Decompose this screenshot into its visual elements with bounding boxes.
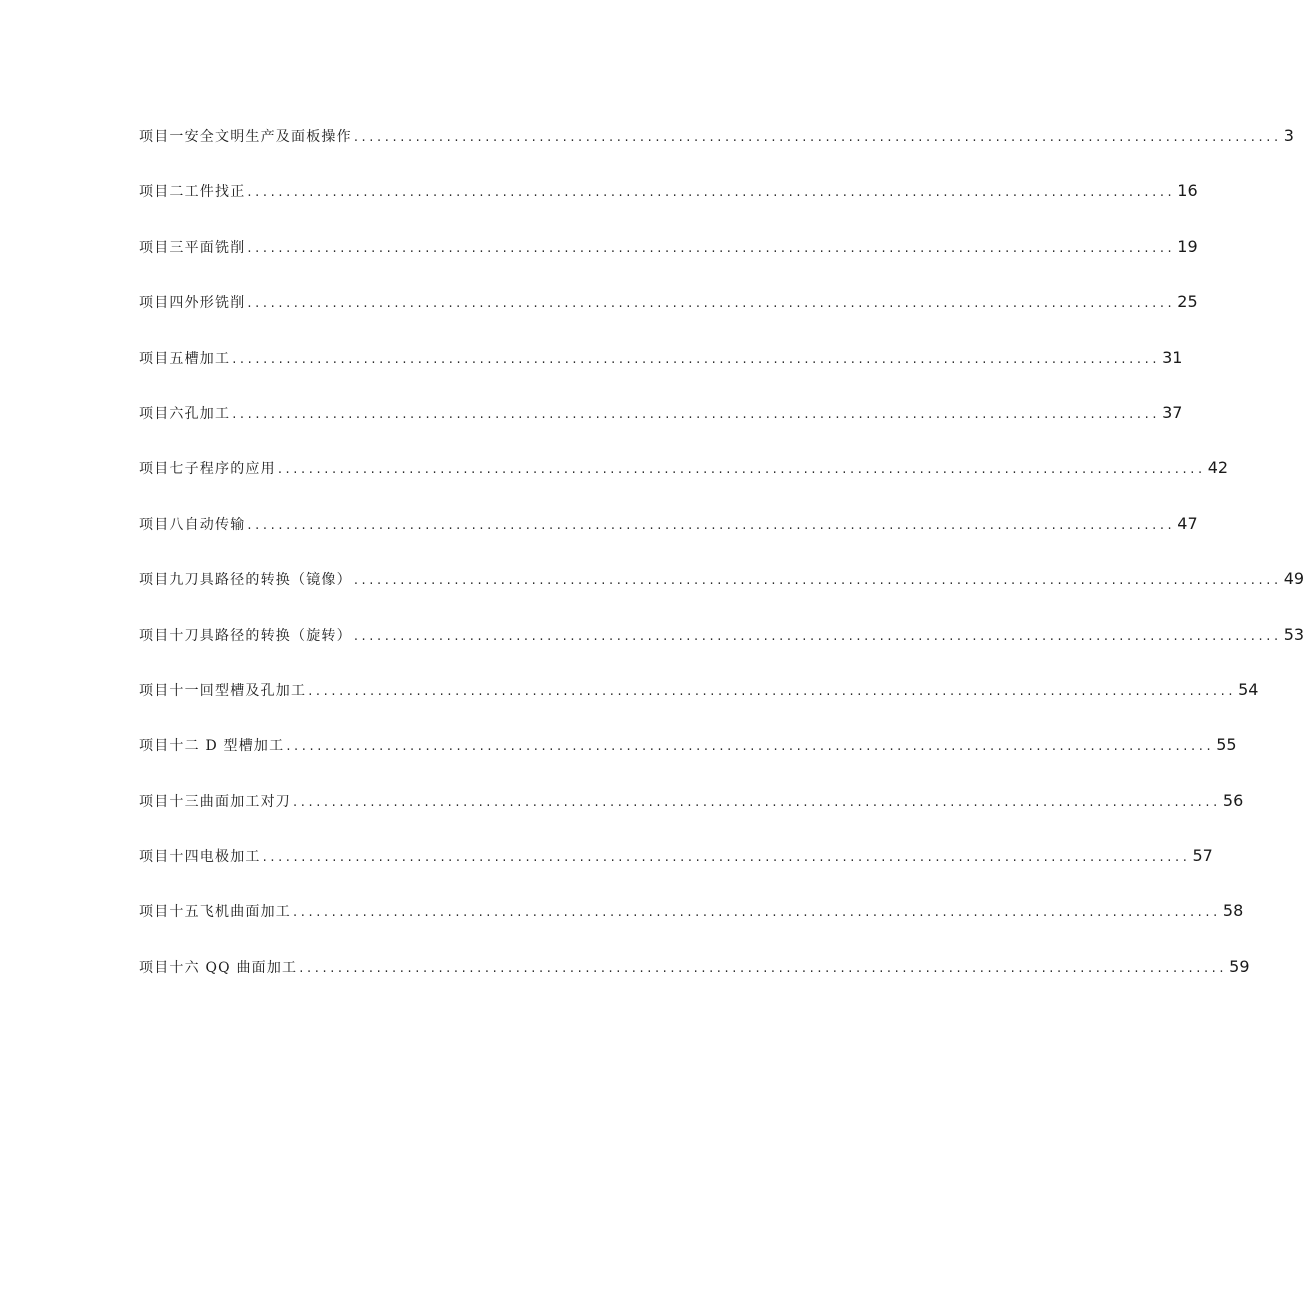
toc-entry[interactable] bbox=[139, 513, 1198, 569]
toc-entry[interactable] bbox=[139, 181, 1198, 236]
toc-dot-leader: ........................................................................................................................ bbox=[299, 960, 1228, 976]
toc-page-number: 49 bbox=[1283, 569, 1304, 589]
toc-page-number: 16 bbox=[1177, 181, 1198, 201]
toc-entry[interactable] bbox=[139, 458, 1229, 513]
toc-dot-leader: ........................................................................................................................ bbox=[247, 296, 1176, 312]
toc-entry[interactable] bbox=[139, 402, 1183, 458]
toc-entry-title: 项目一安全文明生产及面板操作 bbox=[139, 129, 352, 145]
toc-entry-title: 项目十三曲面加工对刀 bbox=[139, 793, 291, 810]
toc-entry-title: 项目十二 D 型槽加工 bbox=[139, 738, 285, 755]
toc-entry[interactable] bbox=[139, 292, 1198, 347]
toc-entry-title: 项目九刀具路径的转换（镜像） bbox=[139, 572, 352, 589]
toc-dot-leader: ........................................................................................................................ bbox=[232, 351, 1161, 367]
toc-page-number: 25 bbox=[1177, 292, 1198, 312]
toc-entry-title: 项目三平面铣削 bbox=[139, 239, 246, 256]
toc-page-number: 57 bbox=[1192, 846, 1213, 866]
toc-page-number: 59 bbox=[1229, 956, 1250, 976]
toc-entry[interactable] bbox=[139, 956, 1250, 1012]
toc-dot-leader: ........................................................................................................................ bbox=[353, 628, 1282, 644]
toc-page-number: 55 bbox=[1216, 735, 1237, 755]
toc-entry[interactable] bbox=[139, 846, 1213, 901]
toc-entry-title: 项目十四电极加工 bbox=[139, 849, 261, 866]
toc-dot-leader: ........................................................................................................................ bbox=[247, 517, 1176, 533]
toc-page-number: 56 bbox=[1222, 790, 1244, 810]
toc-page-number: 53 bbox=[1283, 624, 1304, 644]
toc-entry[interactable] bbox=[139, 790, 1244, 846]
toc-entry[interactable] bbox=[139, 624, 1304, 680]
toc-dot-leader: ........................................................................................................................ bbox=[286, 739, 1215, 755]
toc-entry-title: 项目十刀具路径的转换（旋转） bbox=[139, 627, 352, 644]
toc-dot-leader: ........................................................................................................................ bbox=[232, 406, 1161, 422]
toc-page-number: 54 bbox=[1238, 679, 1259, 699]
toc-dot-leader: ........................................................................................................................ bbox=[353, 573, 1282, 589]
toc-entry[interactable] bbox=[139, 236, 1198, 292]
toc-entry-title: 项目八自动传输 bbox=[139, 516, 246, 533]
toc-page-number: 3 bbox=[1283, 126, 1294, 145]
toc-dot-leader: ........................................................................................................................ bbox=[353, 130, 1282, 145]
toc-entry-title: 项目十六 QQ 曲面加工 bbox=[139, 959, 298, 976]
toc-dot-leader: ........................................................................................................................ bbox=[247, 185, 1176, 201]
toc-entry[interactable] bbox=[139, 679, 1259, 735]
toc-dot-leader: ........................................................................................................................ bbox=[293, 905, 1221, 921]
toc-entry-title: 项目十五飞机曲面加工 bbox=[139, 904, 291, 921]
toc-dot-leader: ........................................................................................................................ bbox=[262, 850, 1191, 866]
toc-dot-leader: ........................................................................................................................ bbox=[277, 462, 1206, 478]
toc-entry[interactable] bbox=[139, 569, 1304, 624]
toc-entry-title: 项目七子程序的应用 bbox=[139, 461, 276, 478]
toc-page-number: 19 bbox=[1177, 236, 1198, 256]
toc-page-number: 31 bbox=[1162, 347, 1183, 367]
toc-dot-leader: ........................................................................................................................ bbox=[308, 683, 1237, 699]
toc-page-number: 42 bbox=[1207, 458, 1229, 478]
toc-dot-leader: ........................................................................................................................ bbox=[247, 240, 1176, 256]
table-of-contents bbox=[139, 126, 1304, 1012]
toc-entry[interactable] bbox=[139, 901, 1244, 956]
toc-entry-title: 项目五槽加工 bbox=[139, 350, 231, 367]
toc-entry[interactable] bbox=[139, 735, 1237, 790]
toc-entry-title: 项目六孔加工 bbox=[139, 405, 231, 422]
toc-entry-title: 项目二工件找正 bbox=[139, 184, 246, 201]
toc-entry-title: 项目四外形铣削 bbox=[139, 295, 246, 312]
toc-entry[interactable] bbox=[139, 347, 1183, 403]
toc-page-number: 58 bbox=[1222, 901, 1244, 921]
toc-entry[interactable] bbox=[139, 126, 1294, 181]
toc-dot-leader: ........................................................................................................................ bbox=[293, 794, 1221, 810]
toc-page-number: 37 bbox=[1162, 402, 1183, 422]
toc-page-number: 47 bbox=[1177, 513, 1198, 533]
toc-entry-title: 项目十一回型槽及孔加工 bbox=[139, 682, 307, 699]
